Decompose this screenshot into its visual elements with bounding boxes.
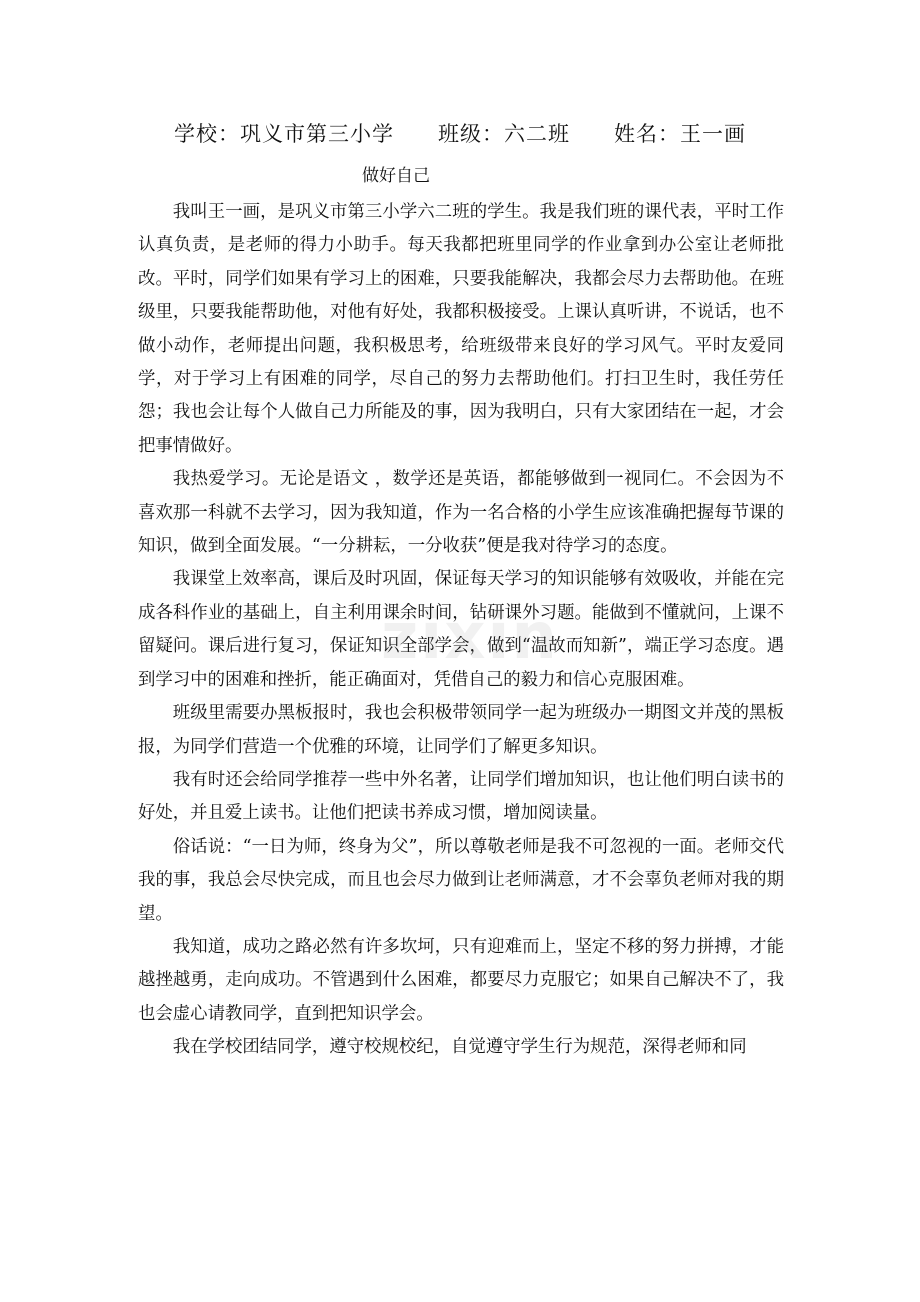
watermark: zixin [381, 600, 559, 674]
paragraph: 我课堂上效率高，课后及时巩固，保证每天学习的知识能够有效吸收，并能在完成各科作业的基础上，自主利用课余时间，钻研课外习题。能做到不懂就问，上课不留疑问。课后进行复习，保证知识全部学会，做到“温故而知新”，端正学习态度。遇到学习中的困难和挫折，能正确面对，凭借自己的毅力和信心克服困难。 [138, 569, 784, 690]
paragraph: 我热爱学习。无论是语文 ，数学还是英语，都能够做到一视同仁。不会因为不喜欢那一科就不去学习，因为我知道，作为一名合格的小学生应该准确把握每节课的知识，做到全面发展。“一分耕耘，一分收获”便是我对待学习的态度。 [138, 469, 784, 557]
class-label: 班级：六二班 [438, 122, 570, 146]
paragraph: 我有时还会给同学推荐一些中外名著，让同学们增加知识，也让他们明白读书的好处，并且爱上读书。让他们把读书养成习惯，增加阅读量。 [138, 769, 784, 824]
student-name-label: 姓名：王一画 [614, 122, 746, 146]
school-label: 学校：巩义市第三小学 [174, 122, 394, 146]
paragraph: 我叫王一画，是巩义市第三小学六二班的学生。我是我们班的课代表，平时工作认真负责，是老师的得力小助手。每天我都把班里同学的作业拿到办公室让老师批改。平时，同学们如果有学习上的困难，只要我能解决，我都会尽力去帮助他。在班级里，只要我能帮助他，对他有好处，我都积极接受。上课认真听讲，不说话，也不做小动作，老师提出问题，我积极思考，给班级带来良好的学习风气。平时友爱同学，对于学习上有困难的同学，尽自己的努力去帮助他们。打扫卫生时，我任劳任怨；我也会让每个人做自己力所能及的事，因为我明白，只有大家团结在一起，才会把事情做好。 [138, 202, 784, 456]
paragraph: 班级里需要办黑板报时，我也会积极带领同学一起为班级办一期图文并茂的黑板报，为同学们营造一个优雅的环境，让同学们了解更多知识。 [138, 703, 784, 757]
paragraph: 我知道，成功之路必然有许多坎坷，只有迎难而上，坚定不移的努力拼搏，才能越挫越勇，走向成功。不管遇到什么困难，都要尽力克服它；如果自己解决不了，我也会虚心请教同学，直到把知识学会。 [138, 936, 784, 1024]
paragraph: 我在学校团结同学，遵守校规校纪，自觉遵守学生行为规范，深得老师和同 [172, 1037, 747, 1058]
student-info-header [0, 118, 920, 150]
paragraph: 俗话说：“一日为师，终身为父”，所以尊敬老师是我不可忽视的一面。老师交代我的事，我总会尽快完成，而且也会尽力做到让老师满意，才不会辜负老师对我的期望。 [138, 836, 784, 924]
essay-body [138, 196, 784, 1065]
essay-title: 做好自己 [362, 166, 430, 186]
